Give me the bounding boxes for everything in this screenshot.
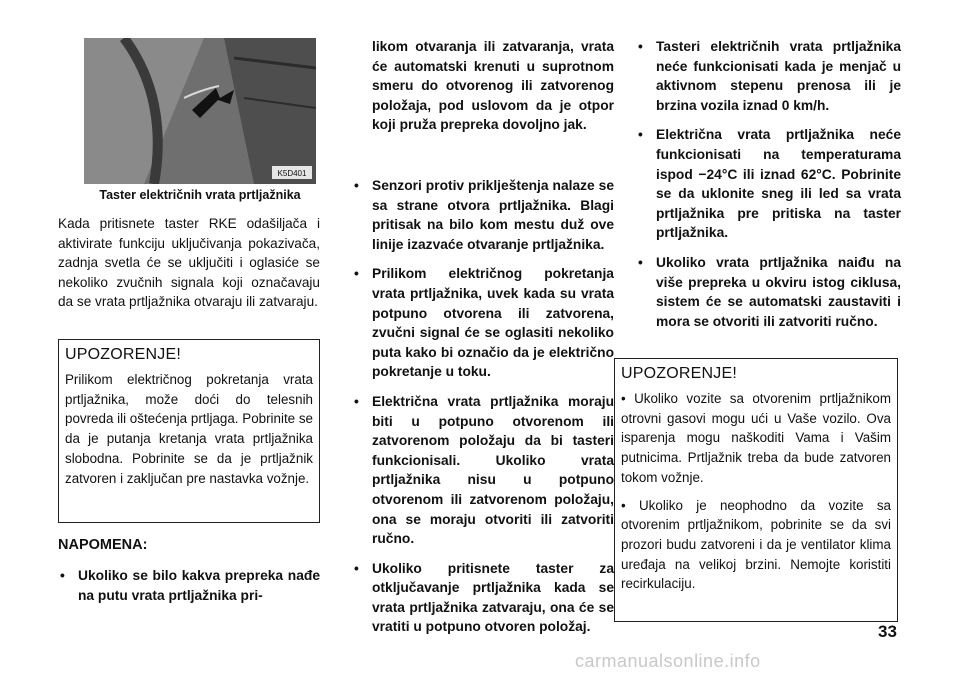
intro-paragraph: Kada pritisnete taster RKE odašiljača i aktivirate funkciju uključivanja pokazivača, zadnja svetla će se uključiti i oglasiće se nekoliko zvučnih signala koji označavaju da se vrata prtljažnika otvaraju ili zatvaraju.: [58, 216, 320, 310]
list-item: • Tasteri električnih vrata prtljažnika neće funkcionisati kada je menjač u aktivnom stepenu prenosa ili je brzina vozila iznad 0 km/h.: [636, 37, 901, 115]
list-item: • Ukoliko pritisnete taster za otključavanje prtljažnika kada se vrata prtljažnika zatvaraju, ona će se vratiti u potpuno otvoren položaj.: [352, 559, 614, 637]
note-bullet: • Ukoliko se bilo kakva prepreka nađe na putu vrata prtljažnika pri-: [58, 566, 320, 605]
warning-title: UPOZORENJE!: [65, 346, 181, 363]
warning-box-2: [614, 358, 898, 622]
tailgate-button-photo: [84, 38, 316, 184]
warning-title: UPOZORENJE!: [621, 365, 737, 382]
note-bullets: [352, 176, 614, 647]
photo-label: K5D401: [277, 169, 307, 178]
warning-paragraph: • Ukoliko vozite sa otvorenim prtljažnikom otrovni gasovi mogu ući u Vaše vozilo. Ova isparenja mogu naškoditi Vama i Vašim putnicima. Prtljažnik treba da bude zatvoren tokom vožnje.: [621, 391, 891, 485]
warning-text: Prilikom električnog pokretanja vrata prtljažnika, može doći do telesnih povreda ili oštećenja prtljaga. Pobrinite se da je putanja kretanja vrata prtljažnika slobodna. Pobrinite se da je prtljažnik zatvoren i zaključan pre nastavka vožnje.: [65, 372, 313, 486]
list-item: • Električna vrata prtljažnika moraju biti u potpuno otvorenom ili zatvorenom položaju da bi tasteri funkcionisali. Ukoliko vrata prtljažnika nisu u potpuno otvorenom ili zatvorenom položaju, ona se moraju otvoriti ili zatvoriti ručno.: [352, 392, 614, 549]
warning-paragraph: • Ukoliko je neophodno da vozite sa otvorenim prtljažnikom, pobrinite se da svi prozori budu zatvoreni i da je ventilator klima uređaja na velikoj brzini. Nemojte koristiti recirkulaciju.: [621, 497, 891, 592]
list-item: • Električna vrata prtljažnika neće funkcionisati na temperaturama ispod −24°C ili iznad 62°C. Pobrinite se da uklonite sneg ili led sa vrata prtljažnika pre pritiska na taster prtljažnika.: [636, 125, 901, 243]
list-item: • Prilikom električnog pokretanja vrata prtljažnika, uvek kada su vrata potpuno otvorena ili zatvorena, zvučni signal će se oglasiti nekoliko puta kako bi označio da je električno pokretanje u toku.: [352, 264, 614, 382]
warning-box-1: [58, 339, 320, 523]
list-item: • Senzori protiv priklještenja nalaze se sa strane otvora prtljažnika. Blagi pritisak na bilo kom mestu duž ove linije izazvaće otvaranje prtljažnika.: [352, 176, 614, 254]
photo-illustration: [84, 38, 316, 184]
figure-caption: Taster električnih vrata prtljažnika: [99, 188, 301, 202]
note-continuation: likom otvaranja ili zatvaranja, vrata će automatski krenuti u suprotnom smeru do otvorenog ili zatvorenog položaja, pod uslovom da je otpor koji pruža prepreka dovoljno jak.: [372, 39, 614, 133]
page-number: 33: [878, 622, 897, 641]
list-item: • Ukoliko vrata prtljažnika naiđu na više prepreka u okviru istog ciklusa, sistem će se automatski zaustaviti i mora se otvoriti ili zatvoriti ručno.: [636, 253, 901, 331]
note-list: [58, 566, 320, 615]
note-bullets-col3: [636, 37, 901, 341]
note-title: NAPOMENA:: [58, 537, 148, 553]
watermark: carmanualsonline.info: [575, 651, 761, 671]
